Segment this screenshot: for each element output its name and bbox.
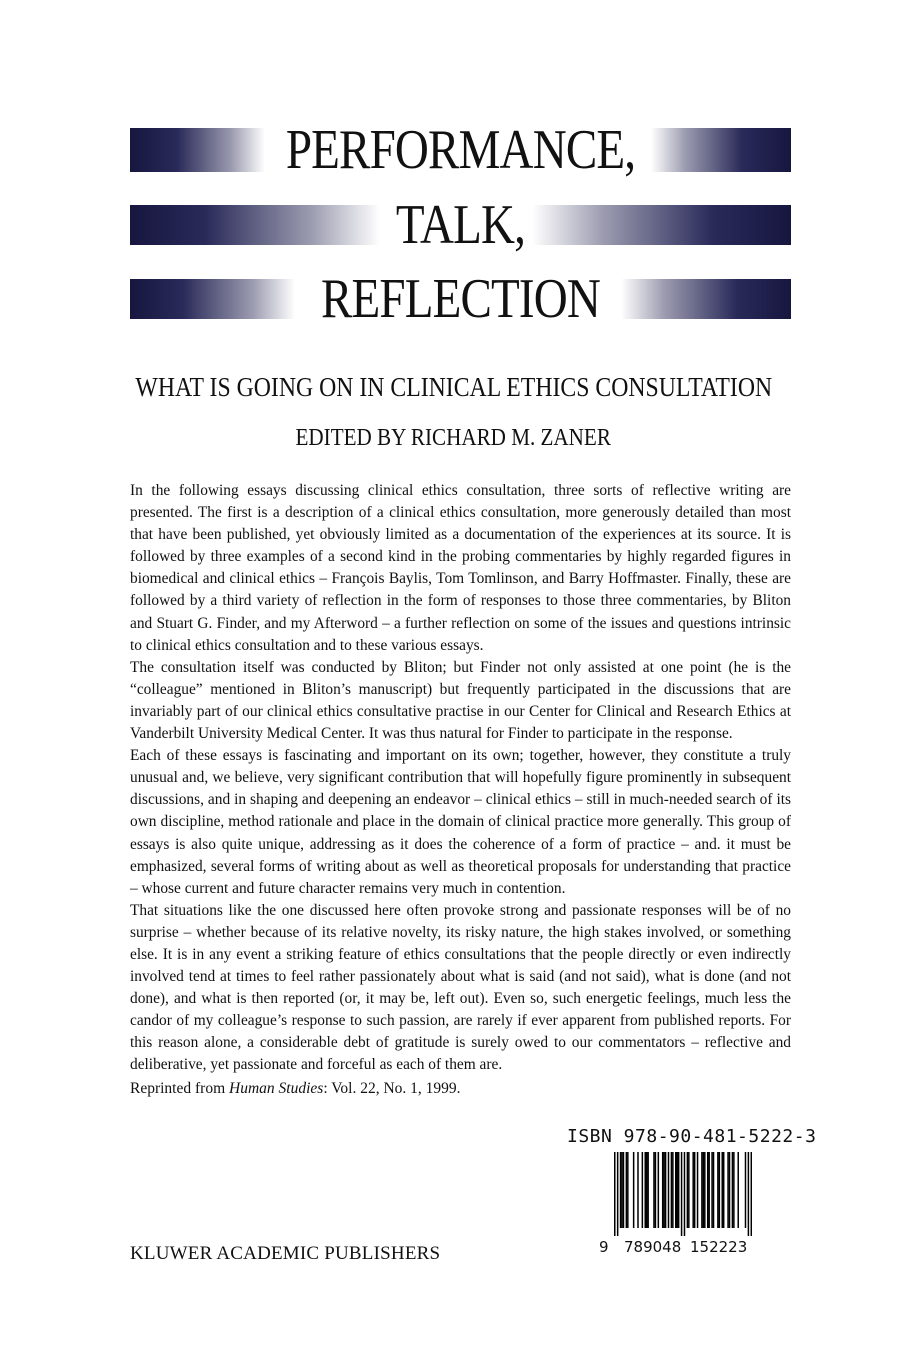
barcode-bar bbox=[665, 1152, 667, 1228]
barcode-bar bbox=[675, 1152, 677, 1228]
publisher-name: KLUWER ACADEMIC PUBLISHERS bbox=[130, 1243, 441, 1264]
subtitle-text: WHAT IS GOING ON IN CLINICAL ETHICS CONSULTATION bbox=[135, 372, 772, 402]
barcode-right-digits: 152223 bbox=[690, 1238, 748, 1256]
barcode-bar bbox=[729, 1152, 731, 1228]
barcode-bar bbox=[751, 1152, 752, 1236]
title-line-1: PERFORMANCE, bbox=[285, 119, 636, 181]
barcode-bar bbox=[645, 1152, 647, 1228]
barcode-bar bbox=[658, 1152, 660, 1228]
barcode-bar bbox=[627, 1152, 629, 1228]
editor-text: EDITED BY RICHARD M. ZANER bbox=[295, 425, 612, 451]
reprint-suffix: : Vol. 22, No. 1, 1999. bbox=[323, 1080, 461, 1097]
description-body bbox=[130, 480, 791, 1077]
barcode-bar bbox=[727, 1152, 729, 1228]
title-line-3: REFLECTION bbox=[320, 268, 601, 330]
barcode-bar bbox=[620, 1152, 622, 1228]
barcode-bar bbox=[721, 1152, 723, 1228]
reprint-prefix: Reprinted from bbox=[130, 1080, 230, 1097]
reprint-journal: Human Studies bbox=[229, 1080, 324, 1097]
barcode-bar bbox=[723, 1152, 725, 1228]
barcode-bar bbox=[732, 1152, 734, 1228]
barcode-bar bbox=[678, 1152, 680, 1228]
barcode-bar bbox=[697, 1152, 699, 1228]
barcode-bar bbox=[662, 1152, 664, 1228]
barcode-bar bbox=[642, 1152, 644, 1228]
barcode-bar bbox=[745, 1152, 747, 1228]
barcode-bar bbox=[633, 1152, 635, 1228]
barcode-bar bbox=[647, 1152, 649, 1228]
barcode-bar bbox=[671, 1152, 673, 1228]
barcode-bar bbox=[655, 1152, 657, 1228]
paragraph: In the following essays discussing clinical ethics consultation, three sorts of reflective writing are presented. The first is a description of a clinical ethics consultation, more generously detailed than most that have been published, yet obviously limited as a documentation of the experiences at its source. It is followed by three examples of a second kind in the probing commentaries by highly regarded figures in biomedical and clinical ethics – François Baylis, Tom Tomlinson, and Barry Hoffmaster. Finally, these are followed by a third variety of reflection in the form of responses to those three commentaries, by Bliton and Stuart G. Finder, and my Afterword – a further reflection on some of the issues and questions intrinsic to clinical ethics consultation and to these various essays. bbox=[130, 482, 791, 654]
title-band-2 bbox=[130, 194, 791, 256]
barcode-bar bbox=[719, 1152, 721, 1228]
barcode-left-digits: 789048 bbox=[624, 1238, 682, 1256]
paragraph: That situations like the one discussed here often provoke strong and passionate responses will be of no surprise – whether because of its relative novelty, its risky nature, the high stakes involved, or something else. It is in any event a striking feature of ethics consultations that the people directly or even indirectly involved tend at times to feel rather passionately about what is said (and not said), what is done (and not done), and what is then reported (or, it may be, left out). Even so, such energetic feelings, much less the candor of my colleague’s response to such passion, are rarely if ever apparent from published reports. For this reason alone, a considerable debt of gratitude is surely owed to our commentators – reflective and deliberative, yet passionate and forceful as each of them are. bbox=[130, 901, 791, 1074]
barcode bbox=[614, 1152, 752, 1236]
barcode-bar bbox=[692, 1152, 694, 1228]
barcode-bar bbox=[668, 1152, 670, 1228]
barcode-bar bbox=[684, 1152, 686, 1236]
reprint-note bbox=[130, 1080, 461, 1098]
barcode-bar bbox=[646, 1152, 648, 1228]
barcode-bar bbox=[663, 1152, 665, 1228]
barcode-bar bbox=[704, 1152, 706, 1228]
barcode-bar bbox=[688, 1152, 690, 1228]
barcode-bar bbox=[637, 1152, 639, 1228]
barcode-bar bbox=[687, 1152, 689, 1228]
barcode-bar bbox=[653, 1152, 655, 1228]
barcode-bar bbox=[701, 1152, 703, 1228]
barcode-bar bbox=[621, 1152, 623, 1228]
barcode-lead-digit: 9 bbox=[599, 1238, 609, 1256]
barcode-bar bbox=[694, 1152, 696, 1228]
barcode-bar bbox=[748, 1152, 750, 1236]
title-band-1 bbox=[130, 119, 791, 181]
isbn-label: ISBN 978-90-481-5222-3 bbox=[567, 1126, 817, 1147]
title-line-2: TALK, bbox=[395, 194, 526, 256]
barcode-bar bbox=[703, 1152, 705, 1228]
paragraph: The consultation itself was conducted by Bliton; but Finder not only assisted at one point (he is the “colleague” mentioned in Bliton’s manuscript) but frequently participated in the discussions that are invariably part of our clinical ethics consultative practise in our Center for Clinical and Research Ethics at Vanderbilt University Medical Center. It was thus natural for Finder to participate in the response. bbox=[130, 658, 791, 743]
barcode-bar bbox=[733, 1152, 735, 1228]
barcode-bar bbox=[672, 1152, 674, 1228]
subtitle bbox=[0, 372, 907, 403]
barcode-bar bbox=[707, 1152, 709, 1228]
barcode-bar bbox=[623, 1152, 625, 1228]
barcode-bar bbox=[617, 1152, 619, 1236]
barcode-bar bbox=[708, 1152, 710, 1228]
barcode-bar bbox=[717, 1152, 719, 1228]
editor-line bbox=[0, 425, 907, 452]
barcode-bar bbox=[614, 1152, 616, 1236]
barcode-bar bbox=[711, 1152, 713, 1228]
barcode-bar bbox=[676, 1152, 678, 1228]
barcode-bar bbox=[626, 1152, 628, 1228]
barcode-bar bbox=[681, 1152, 683, 1236]
title-band-3 bbox=[130, 268, 791, 330]
barcode-bar bbox=[713, 1152, 715, 1228]
paragraph: Each of these essays is fascinating and important on its own; together, however, they constitute a truly unusual and, we believe, very significant contribution that will hopefully figure prominently in subsequent discussions, and in shaping and deepening an endeavor – clinical ethics – still in much-needed search of its own discipline, method rationale and place in the domain of clinical practice more generally. This group of essays is also quite unique, addressing as it does the coherence of a form of practice – and. it must be emphasized, several forms of writing about as well as theoretical proposals for understanding that practice – whose current and future character remains very much in contention. bbox=[130, 747, 791, 897]
barcode-bar bbox=[737, 1152, 739, 1228]
